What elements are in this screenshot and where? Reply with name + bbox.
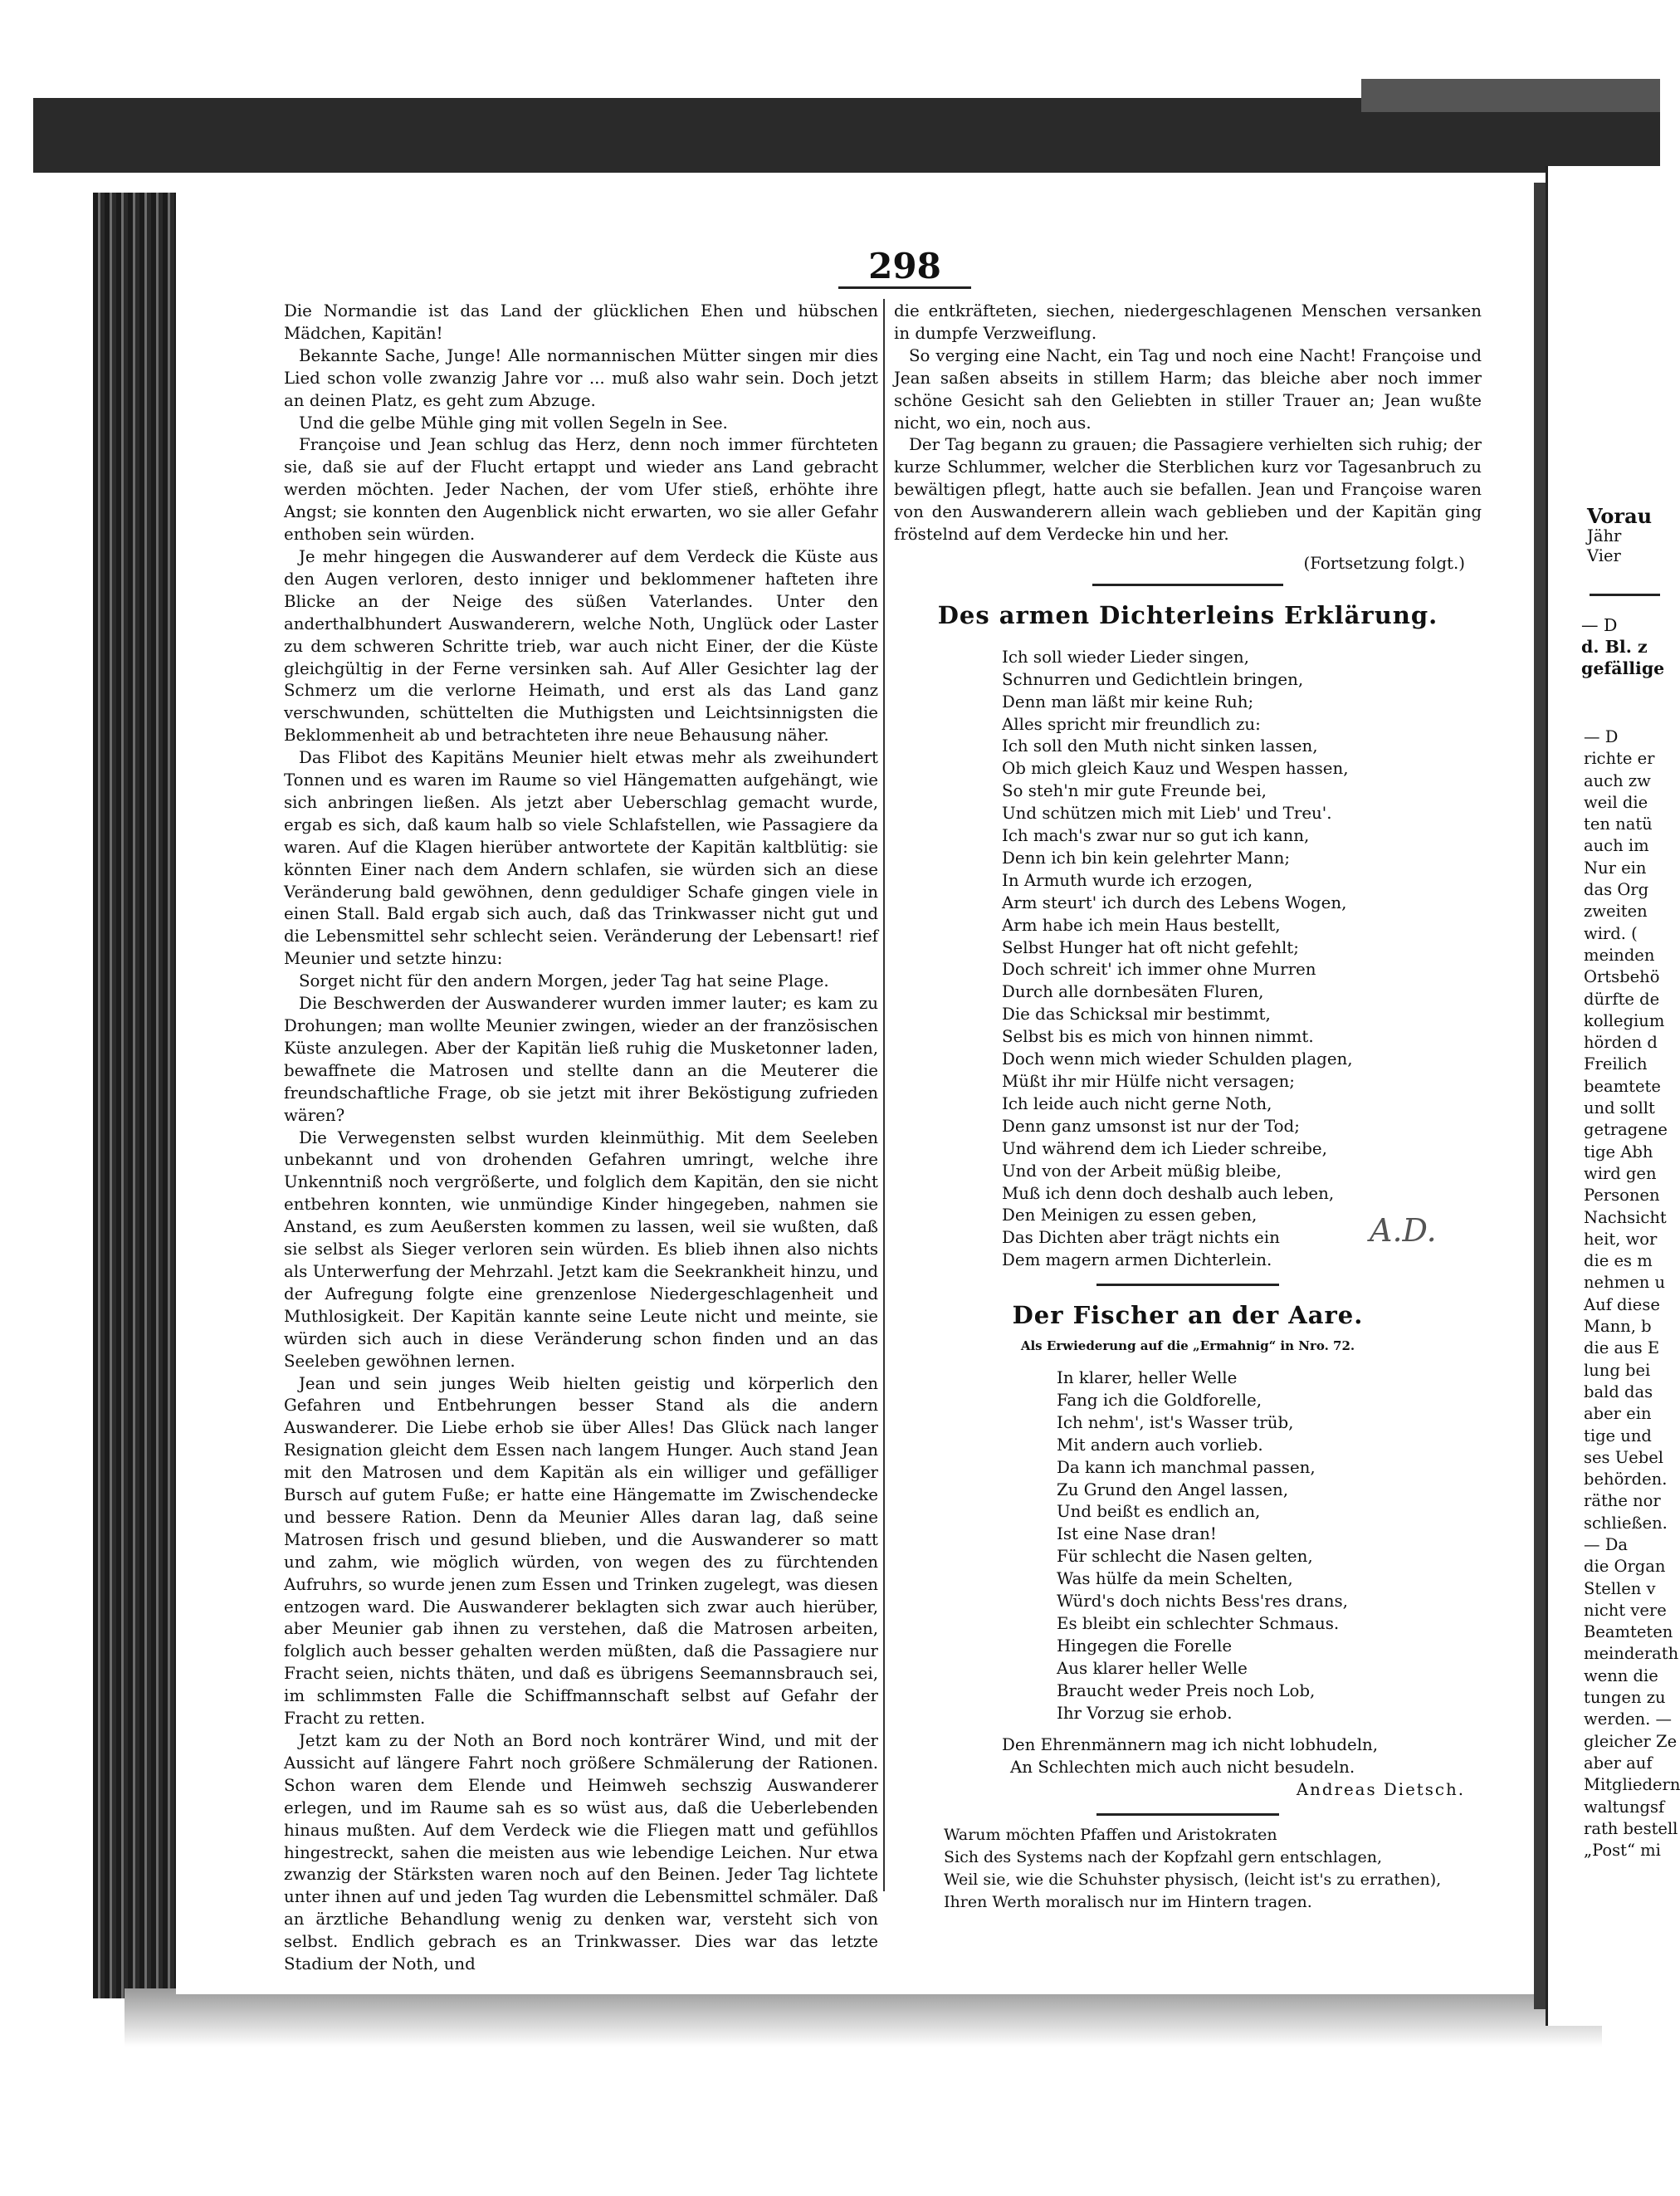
article-paragraph: Der Tag begann zu grauen; die Passagiere verhielten sich ruhig; der kurze Schlummer, welcher die Sterblichen kurz vor Tagesanbruch zu bewältigen pflegt, hatte auch sie befallen. Jean und Françoise waren von den Auswanderern allein wach geblieben und der Kapitän ging fröstelnd auf dem Verdecke hin und her. xyxy=(894,435,1482,545)
poem-line: Und beißt es endlich an, xyxy=(1057,1502,1261,1522)
edge-line: Nur ein xyxy=(1584,858,1647,878)
article-paragraph: Die Verwegensten selbst wurden kleinmüthig. Mit dem Seeleben unbekannt und von drohenden Gefahren umringt, welche ihre Unkenntniß noch vergrößerte, und folglich dem Kapitän, den sie nicht entbehren konnten, wie unmündige Kinder hingegeben, nahmen sie Anstand, es zum Aeußersten kommen zu lassen, weil sie wußten, daß sie selbst als Sieger verloren sein würden. Es blieb ihnen also nichts als Unterwerfung der Mehrzahl. Jetzt kam die Seekrankheit hinzu, und der Aufregung folgte eine grenzenlose Niedergeschlagenheit und Muthlosigkeit. Der Kapitän kannte seine Leute nicht und meinte, sie würden sich auch in diese Veränderung schon finden und an das Seeleben gewöhnen lernen. xyxy=(284,1127,878,1371)
edge-line: getragene xyxy=(1584,1120,1668,1140)
poem-line: Ich leide auch nicht gerne Noth, xyxy=(1002,1093,1272,1113)
edge-line: nehmen u xyxy=(1584,1273,1666,1293)
article-paragraph: Das Flibot des Kapitäns Meunier hielt etwas mehr als zweihundert Tonnen und es waren im Raume so viel Hängematten aufgehängt, wie sich anbringen ließen. Als jetzt aber Ueberschlag gemacht wurde, ergab es sich, daß kaum halb so viele Schlafstellen, wie Passagiere da waren. Auf die Klagen hierüber antwortete der Kapitän kaltblütig: sie könnten Einer nach dem Andern schlafen, sie würden sich an diese Veränderung bald gewöhnen, denn geduldiger Schafe gingen viele in einen Stall. Bald ergab sich auch, daß das Trinkwasser nicht gut und die Lebensmittel sehr schlecht seien. Veränderung der Lebensart! rief Meunier und setzte hinzu: xyxy=(284,748,878,969)
edge-line: beamtete xyxy=(1584,1076,1661,1096)
edge-line: räthe nor xyxy=(1584,1491,1661,1511)
edge-line: Ortsbehö xyxy=(1584,967,1660,987)
article-paragraph: So verging eine Nacht, ein Tag und noch eine Nacht! Françoise und Jean saßen abseits in stillem Harm; das bleiche aber noch immer schöne Gesicht sah den Geliebten in stiller Trauer an; Jean wußte nicht, wo ein, noch aus. xyxy=(894,345,1482,433)
edge-line: wenn die xyxy=(1584,1665,1658,1685)
poem-author: Andreas Dietsch. xyxy=(1296,1780,1465,1800)
edge-line: wird gen xyxy=(1584,1163,1657,1183)
poem-line: Den Ehrenmännern mag ich nicht lobhudeln, xyxy=(1002,1735,1379,1755)
poem-line: Ich soll den Muth nicht sinken lassen, xyxy=(1002,736,1318,756)
epigram-line: Weil sie, wie die Schuhster physisch, (leicht ist's zu errathen), xyxy=(944,1871,1442,1889)
edge-line: die es m xyxy=(1584,1251,1653,1271)
poem-line: Ich soll wieder Lieder singen, xyxy=(1002,647,1249,667)
edge-line: ten natü xyxy=(1584,814,1653,834)
article-paragraph: Bekannte Sache, Junge! Alle normannischen Mütter singen mir dies Lied schon volle zwanzig Jahre vor ... muß also wahr sein. Doch jetzt an deinen Platz, es geht zum Abzuge. xyxy=(284,345,878,410)
edge-line: das Org xyxy=(1584,880,1649,900)
poem-line: Arm habe ich mein Haus bestellt, xyxy=(1002,915,1281,935)
poem-title: Des armen Dichterleins Erklärung. xyxy=(937,600,1438,629)
edge-line: heit, wor xyxy=(1584,1229,1658,1249)
poem-line: Es bleibt ein schlechter Schmaus. xyxy=(1057,1613,1340,1633)
poem-line: In klarer, heller Welle xyxy=(1057,1367,1238,1387)
edge-line: zweiten xyxy=(1584,902,1648,922)
poem-line: Das Dichten aber trägt nichts ein xyxy=(1002,1228,1280,1248)
poem-line: Muß ich denn doch deshalb auch leben, xyxy=(1002,1183,1335,1203)
edge-line: aber auf xyxy=(1584,1753,1653,1773)
edge-line: Nachsicht xyxy=(1584,1207,1667,1227)
poem-line: Den Meinigen zu essen geben, xyxy=(1002,1206,1258,1225)
edge-line: — D xyxy=(1581,615,1618,635)
scan-background-corner xyxy=(1361,79,1660,112)
left-column xyxy=(284,301,878,1976)
poem-line: Und während dem ich Lieder schreibe, xyxy=(1002,1138,1327,1158)
poem-line: Denn ich bin kein gelehrter Mann; xyxy=(1002,848,1291,868)
article-paragraph: die entkräfteten, siechen, niedergeschlagenen Menschen versanken in dumpfe Verzweiflung. xyxy=(894,301,1482,343)
edge-line: lung bei xyxy=(1584,1360,1651,1380)
edge-line: meinden xyxy=(1584,945,1655,965)
edge-line: behörden. xyxy=(1584,1470,1668,1489)
poem-line: Mit andern auch vorlieb. xyxy=(1057,1435,1263,1455)
poem-line: Ich nehm', ist's Wasser trüb, xyxy=(1057,1412,1294,1432)
article-paragraph: Die Beschwerden der Auswanderer wurden immer lauter; es kam zu Drohungen; man wollte Meunier zwingen, wieder an der französischen Küste anzulegen. Aber der Kapitän ließ ruhig die Musketonner laden, bewaffnete die Matrosen und stellte dann an die Meuterer die freundschaftliche Frage, ob sie jetzt mit ihrer Beköstigung zufrieden wären? xyxy=(284,994,878,1125)
edge-line: rath bestell xyxy=(1584,1818,1678,1838)
poem-line: Für schlecht die Nasen gelten, xyxy=(1057,1547,1313,1567)
section-rule xyxy=(1096,1813,1279,1816)
edge-line: richte er xyxy=(1584,749,1655,769)
edge-line: Freilich xyxy=(1584,1054,1648,1074)
poem-body xyxy=(1002,647,1482,1272)
poem-title: Der Fischer an der Aare. xyxy=(1012,1301,1364,1330)
edge-line: d. Bl. z xyxy=(1581,637,1648,657)
poem-line: Ob mich gleich Kauz und Wespen hassen, xyxy=(1002,759,1349,779)
edge-line: Auf diese xyxy=(1584,1294,1660,1314)
article-paragraph: Je mehr hingegen die Auswanderer auf dem Verdeck die Küste aus den Augen verloren, desto inniger und beklommener hafteten ihre Blicke an der Neige des süßen Vaterlandes. Unter den anderthalbhundert Auswanderern, welche Noth, Unglück oder Laster zu dem schweren Schritte trieb, war auch nicht Einer, der die Küste gleichgültig in der Ferne versinken sah. Auf Aller Gesichter lag der Schmerz um die verlorne Heimath, und erst als das Land ganz verschwunden, schüttelten die Muthigsten und Leichtsinnigsten die Beklommenheit ab und betrachteten ihre neue Behausung näher. xyxy=(284,546,878,746)
edge-line: und sollt xyxy=(1584,1098,1655,1118)
edge-line: Vorau xyxy=(1587,504,1653,528)
poem-subtitle: Als Erwiederung auf die „Ermahnig“ in Nro. 72. xyxy=(1020,1338,1355,1354)
next-page-column-fragment xyxy=(1584,726,1680,1861)
poem-line: An Schlechten mich auch nicht besudeln. xyxy=(1010,1758,1355,1778)
edge-line: waltungsf xyxy=(1584,1797,1665,1817)
epigram-line: Warum möchten Pfaffen und Aristokraten xyxy=(944,1826,1277,1845)
edge-line: die aus E xyxy=(1584,1338,1660,1358)
edge-line: auch im xyxy=(1584,836,1649,856)
poem-line: Arm steurt' ich durch des Lebens Wogen, xyxy=(1002,893,1347,912)
edge-line: Vier xyxy=(1587,546,1621,565)
poem-line: Ihr Vorzug sie erhob. xyxy=(1057,1703,1233,1723)
article-paragraph: Sorget nicht für den andern Morgen, jeder Tag hat seine Plage. xyxy=(299,971,829,991)
edge-line: tige Abh xyxy=(1584,1142,1653,1162)
poem-line: Denn man läßt mir keine Ruh; xyxy=(1002,692,1254,712)
poem-line: Denn ganz umsonst ist nur der Tod; xyxy=(1002,1116,1300,1136)
continuation-note: (Fortsetzung folgt.) xyxy=(1303,553,1465,573)
poem-line: Durch alle dornbesäten Fluren, xyxy=(1002,982,1264,1002)
edge-line: auch zw xyxy=(1584,770,1651,790)
poem-line: Hingegen die Forelle xyxy=(1057,1636,1233,1656)
page-number: 298 xyxy=(868,246,941,286)
book-bottom-shadow xyxy=(125,1988,1602,2047)
edge-line: gefällige xyxy=(1581,658,1665,678)
page-number-rule xyxy=(838,286,971,289)
poem-line: Würd's doch nichts Bess'res drans, xyxy=(1057,1592,1348,1612)
column-divider xyxy=(883,299,885,1891)
edge-line: hörden d xyxy=(1584,1033,1658,1053)
edge-line: die Organ xyxy=(1584,1557,1666,1577)
article-paragraph: Françoise und Jean schlug das Herz, denn noch immer fürchteten sie, daß sie auf der Flucht ertappt und wieder ans Land gebracht werden möchten. Jeder Nachen, der vom Ufer stieß, erhöhte ihre Angst; sie konnten den Augenblick nicht erwarten, wo sie aller Gefahr enthoben sein würden. xyxy=(284,435,878,545)
right-column xyxy=(894,301,1482,1914)
poem-line: Selbst Hunger hat oft nicht gefehlt; xyxy=(1002,937,1299,957)
poem-line: Alles spricht mir freundlich zu: xyxy=(1002,714,1261,734)
book-page-edges xyxy=(93,193,176,1998)
next-page-notice-fragment xyxy=(1581,614,1665,679)
edge-line: — D xyxy=(1584,727,1619,746)
poem-closing xyxy=(1002,1734,1482,1779)
edge-line: schließen. xyxy=(1584,1513,1668,1533)
edge-line: „Post“ mi xyxy=(1584,1841,1661,1861)
edge-line: gleicher Ze xyxy=(1584,1731,1678,1751)
edge-line: Beamteten xyxy=(1584,1622,1673,1642)
article-paragraph: Die Normandie ist das Land der glücklichen Ehen und hübschen Mädchen, Kapitän! xyxy=(284,301,878,343)
poem-line: Aus klarer heller Welle xyxy=(1057,1658,1248,1678)
edge-line: werden. — xyxy=(1584,1709,1673,1729)
edge-line: nicht vere xyxy=(1584,1600,1667,1620)
next-page-header-fragment xyxy=(1587,506,1660,566)
poem-line: Da kann ich manchmal passen, xyxy=(1057,1457,1316,1477)
edge-line: weil die xyxy=(1584,792,1648,812)
poem-line: Braucht weder Preis noch Lob, xyxy=(1057,1680,1316,1700)
poem-line: Müßt ihr mir Hülfe nicht versagen; xyxy=(1002,1072,1295,1091)
poem-line: Selbst bis es mich von hinnen nimmt. xyxy=(1002,1027,1314,1047)
handwritten-margin-note: A.D. xyxy=(1370,1212,1437,1249)
edge-line: meinderath xyxy=(1584,1644,1679,1664)
article-paragraph: Jean und sein junges Weib hielten geistig und körperlich den Gefahren und Entbehrungen besser Stand als die andern Auswanderer. Die Liebe erhob sie über Alles! Das Glück nach langer Resignation gleicht dem Essen nach langem Hunger. Auch stand Jean mit den Matrosen und dem Kapitän als ein williger und gefälliger Bursch auf gutem Fuße; er hatte eine Hängematte im Zwischendecke und bessere Ration. Denn da Meunier Alles daran lag, daß seine Matrosen frisch und gesund blieben, und die Auswanderer so matt und zahm, wie möglich würden, von wegen des zu fürchtenden Aufruhrs, so wurde jenen zum Essen und Trinken zugelegt, was diesen entzogen ward. Die Auswanderer beklagten sich zwar auch hierüber, aber Meunier gab ihnen zu verstehen, daß die Matrosen arbeiten, folglich auch besser gehalten werden müßten, daß die Passagiere nur Fracht seien, nichts thäten, und daß es übrigens Seemannsbrauch sei, im schlimmsten Falle die Schiffmannschaft selbst auf Gefahr der Fracht zu retten. xyxy=(284,1373,878,1729)
edge-line: ses Uebel xyxy=(1584,1447,1663,1467)
poem-line: Schnurren und Gedichtlein bringen, xyxy=(1002,669,1304,689)
poem-line: Was hülfe da mein Schelten, xyxy=(1057,1569,1293,1589)
edge-line: kollegium xyxy=(1584,1010,1665,1030)
edge-line: dürfte de xyxy=(1584,989,1660,1009)
poem-line: Doch wenn mich wieder Schulden plagen, xyxy=(1002,1049,1353,1069)
edge-line: Mann, b xyxy=(1584,1317,1652,1337)
poem-line: In Armuth wurde ich erzogen, xyxy=(1002,870,1253,890)
poem-line: Dem magern armen Dichterlein. xyxy=(1002,1250,1272,1270)
page-gutter-shadow xyxy=(1534,183,1546,2009)
edge-line: — Da xyxy=(1584,1534,1628,1554)
epigram-line: Sich des Systems nach der Kopfzahl gern entschlagen, xyxy=(944,1848,1383,1867)
edge-line: Stellen v xyxy=(1584,1578,1656,1598)
edge-line: aber ein xyxy=(1584,1404,1652,1424)
poem-line: Doch schreit' ich immer ohne Murren xyxy=(1002,960,1316,980)
poem-line: Ist eine Nase dran! xyxy=(1057,1524,1217,1544)
section-rule xyxy=(1096,1284,1279,1286)
poem-line: Die das Schicksal mir bestimmt, xyxy=(1002,1005,1271,1025)
edge-line: Personen xyxy=(1584,1186,1660,1206)
edge-line: Jähr xyxy=(1587,526,1622,545)
epigram-line: Ihren Werth moralisch nur im Hintern tragen. xyxy=(944,1892,1312,1911)
poem-line: Zu Grund den Angel lassen, xyxy=(1057,1479,1289,1499)
edge-line: tige und xyxy=(1584,1426,1652,1445)
epigram xyxy=(944,1824,1482,1914)
poem-line: Und von der Arbeit müßig bleibe, xyxy=(1002,1161,1282,1181)
poem-body xyxy=(1057,1367,1482,1725)
article-paragraph: Und die gelbe Mühle ging mit vollen Segeln in See. xyxy=(299,413,728,433)
section-rule xyxy=(1092,584,1283,586)
poem-line: Und schützen mich mit Lieb' und Treu'. xyxy=(1002,804,1332,824)
edge-line: tungen zu xyxy=(1584,1688,1666,1708)
edge-line: Mitgliedern xyxy=(1584,1775,1680,1795)
poem-line: So steh'n mir gute Freunde bei, xyxy=(1002,781,1267,801)
poem-line: Fang ich die Goldforelle, xyxy=(1057,1390,1262,1410)
article-paragraph: Jetzt kam zu der Noth an Bord noch konträrer Wind, und mit der Aussicht auf längere Fahrt noch größere Schmälerung der Rationen. Schon waren dem Elende und Heimweh sechszig Auswanderer erlegen, und im Raume sah es so wüst aus, daß die Ueberlebenden hinaus mußten. Auf dem Verdeck wie die Fliegen matt und gefühllos hingestreckt, sahen die meisten aus wie lebendige Leichen. Nur etwa zwanzig der Stärksten waren noch auf den Beinen. Jeder Tag lichtete unter ihnen auf und jeden Tag wurden die Lebensmittel schmäler. Daß an ärztliche Behandlung wenig zu denken war, versteht sich von selbst. Endlich gebrach es an Trinkwasser. Dies war das letzte Stadium der Noth, und xyxy=(284,1731,878,1974)
edge-line: bald das xyxy=(1584,1382,1653,1401)
poem-line: Ich mach's zwar nur so gut ich kann, xyxy=(1002,826,1310,846)
edge-rule xyxy=(1590,594,1660,596)
edge-line: wird. ( xyxy=(1584,923,1638,943)
